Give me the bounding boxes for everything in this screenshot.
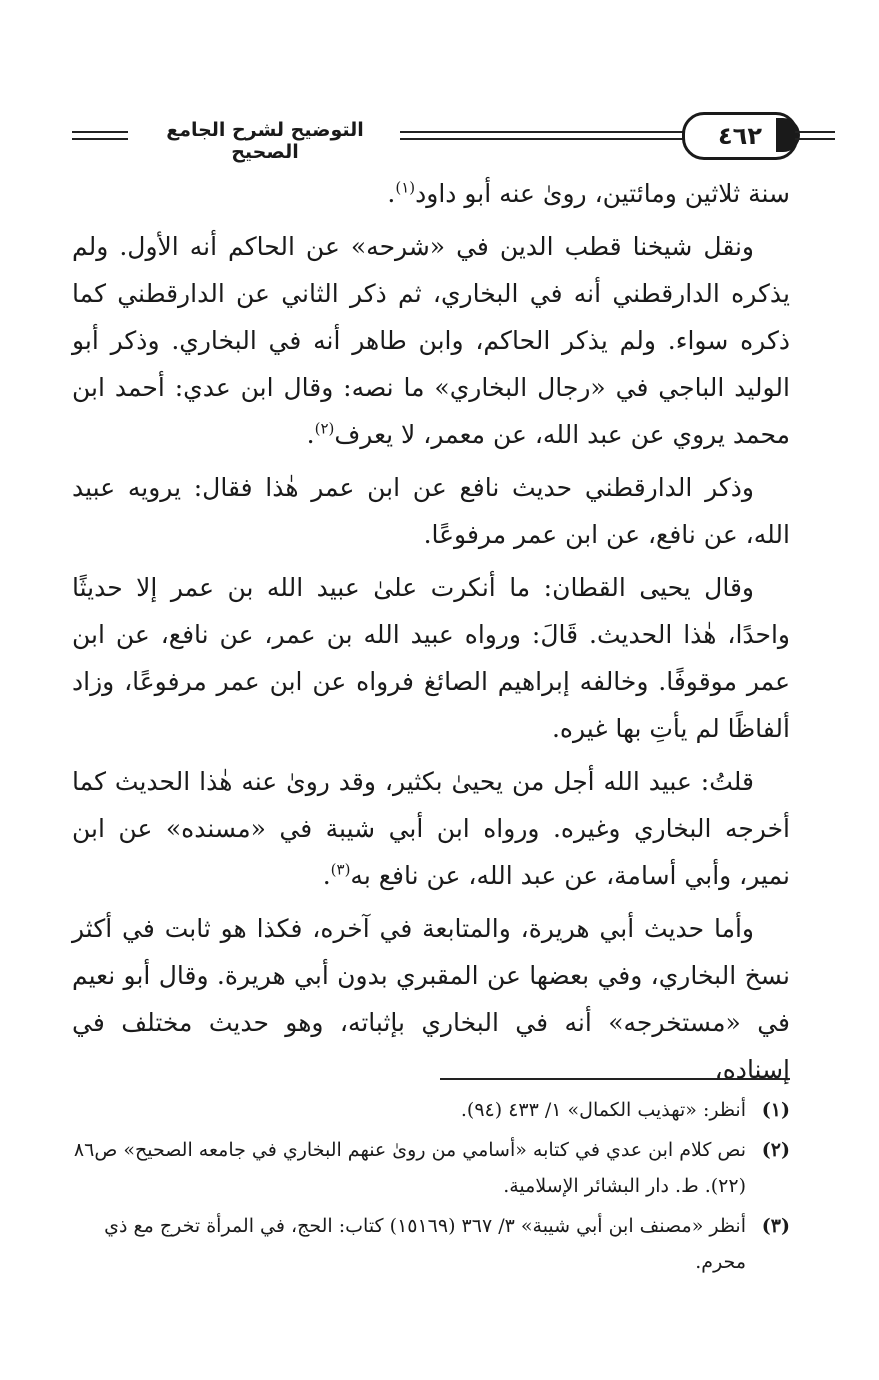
footnote-ref-3: (٣) — [330, 860, 351, 879]
page-header — [60, 112, 800, 162]
page-number: ٤٦٢ — [682, 112, 798, 160]
footnote-text: أنظر «مصنف ابن أبي شيبة» ٣/ ٣٦٧ (١٥١٦٩) كتاب: الحج، في المرأة تخرج مع ذي محرم. — [104, 1215, 746, 1273]
footnotes — [72, 1092, 790, 1284]
header-rule-right — [795, 131, 835, 140]
paragraph-6: وأما حديث أبي هريرة، والمتابعة في آخره، فكذا هو ثابت في أكثر نسخ البخاري، وفي بعضها عن المقبري بدون أبي هريرة. وقال أبو نعيم في «مستخرجه» أنه في البخاري بإثباته، وهو حديث مختلف في إسناده، — [72, 914, 790, 1084]
footnote-text: أنظر: «تهذيب الكمال» ١/ ٤٣٣ (٩٤). — [460, 1099, 746, 1121]
paragraph-2: ونقل شيخنا قطب الدين في «شرحه» عن الحاكم أنه الأول. ولم يذكره الدارقطني أنه في البخاري، ثم ذكر الثاني عن الدارقطني كما ذكره سواء. ولم يذكر الحاكم، وابن طاهر أنه في البخاري. وذكر أبو الوليد الباجي في «رجال البخاري» ما نصه: وقال ابن عدي: أحمد ابن محمد يروي عن عبد الله، عن معمر، لا يعرف$^{(٢)}$. — [72, 232, 790, 449]
footnote-ref-1: (١) — [395, 178, 416, 197]
paragraph-1: سنة ثلاثين ومائتين، روىٰ عنه أبو داود$^{(١)}$. — [387, 178, 790, 208]
paragraph-5: قلتُ: عبيد الله أجل من يحيىٰ بكثير، وقد روىٰ عنه هٰذا الحديث كما أخرجه البخاري وغيره. ورواه ابن أبي شيبة في «مسنده» عن ابن نمير، وأبي أسامة، عن عبد الله، عن نافع به$^{(٣)}$. — [72, 767, 790, 890]
footnote-number: (٣) — [761, 1215, 790, 1237]
footnote — [72, 1132, 790, 1204]
header-rule-left — [72, 131, 128, 140]
footnote-separator — [440, 1078, 790, 1080]
running-title: التوضيح لشرح الجامع الصحيح — [166, 119, 364, 163]
footnote — [72, 1208, 790, 1280]
footnote-text: نص كلام ابن عدي في كتابه «أسامي من روىٰ عنهم البخاري في جامعه الصحيح» ص٨٦ (٢٢). ط. دار البشائر الإسلامية. — [73, 1139, 746, 1197]
main-text — [72, 170, 790, 1099]
paragraph-3: وذكر الدارقطني حديث نافع عن ابن عمر هٰذا فقال: يرويه عبيد الله، عن نافع، عن ابن عمر مرفوعًا. — [72, 473, 790, 549]
footnote — [72, 1092, 790, 1128]
paragraph-4: وقال يحيى القطان: ما أنكرت علىٰ عبيد الله بن عمر إلا حديثًا واحدًا، هٰذا الحديث. قَالَ: ورواه عبيد الله بن عمر، عن نافع، عن ابن عمر موقوفًا. وخالفه إبراهيم الصائغ فرواه عن ابن عمر مرفوعًا، وزاد ألفاظًا لم يأتِ بها غيره. — [72, 573, 790, 743]
footnote-number: (١) — [761, 1099, 790, 1121]
footnote-number: (٢) — [761, 1139, 790, 1161]
footnote-ref-2: (٢) — [314, 419, 335, 438]
